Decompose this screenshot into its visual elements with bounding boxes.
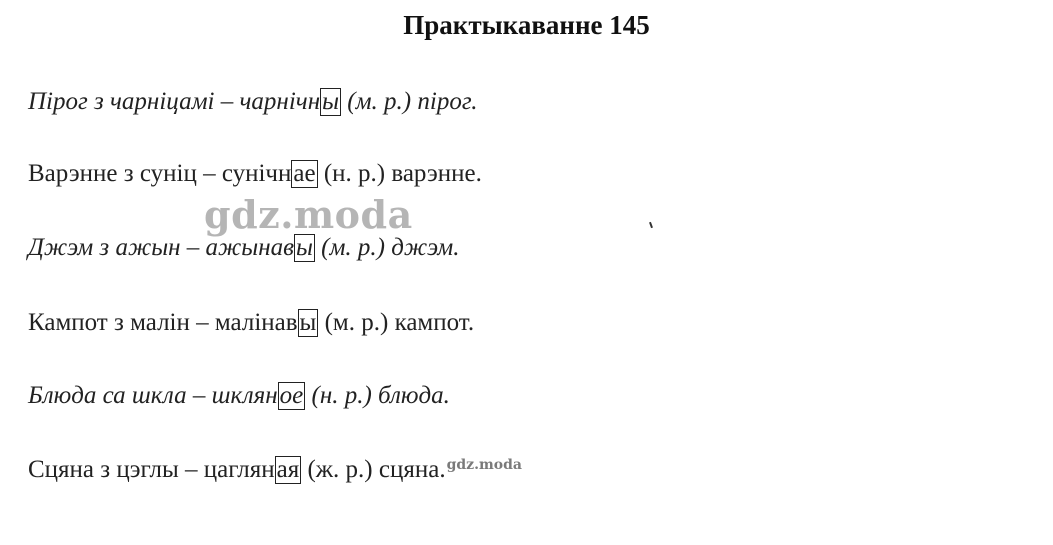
line-text-after: (н. р.) блюда. <box>305 382 450 409</box>
watermark-small: gdz.moda <box>446 457 522 473</box>
line-text-before: Сцяна з цэглы – цаглян <box>28 456 275 483</box>
line-text-before: Джэм з ажын – ажынав <box>28 234 294 261</box>
line-text-after: (м. р.) пірог. <box>341 88 478 115</box>
exercise-line-1 <box>28 88 478 116</box>
line-text-after: (ж. р.) сцяна. <box>301 456 446 483</box>
line-text-before: Кампот з малін – малінав <box>28 309 298 336</box>
line-text-after: (м. р.) джэм. <box>314 234 460 261</box>
exercise-line-4 <box>28 309 474 337</box>
highlighted-ending: ы <box>299 309 317 336</box>
line-text-before: Пірог з чарніцамі – чарнічн <box>28 88 321 115</box>
highlighted-ending: ы <box>322 88 340 115</box>
line-text-after: (н. р.) варэнне. <box>317 160 482 187</box>
exercise-line-5 <box>28 382 450 410</box>
exercise-line-3 <box>28 234 459 262</box>
highlighted-ending: ая <box>276 456 300 483</box>
highlighted-ending: ое <box>279 382 304 409</box>
exercise-line-6 <box>28 456 522 484</box>
exercise-line-2 <box>28 160 482 188</box>
watermark-large: gdz.moda <box>204 192 413 237</box>
highlighted-ending: ае <box>293 160 316 187</box>
line-text-before: Блюда са шкла – шклян <box>28 382 278 409</box>
line-text-before: Варэнне з суніц – сунічн <box>28 160 292 187</box>
exercise-title: Практыкаванне 145 <box>403 10 650 40</box>
line-text-after: (м. р.) кампот. <box>318 309 475 336</box>
highlighted-ending: ы <box>295 234 313 261</box>
stray-mark <box>649 222 653 228</box>
